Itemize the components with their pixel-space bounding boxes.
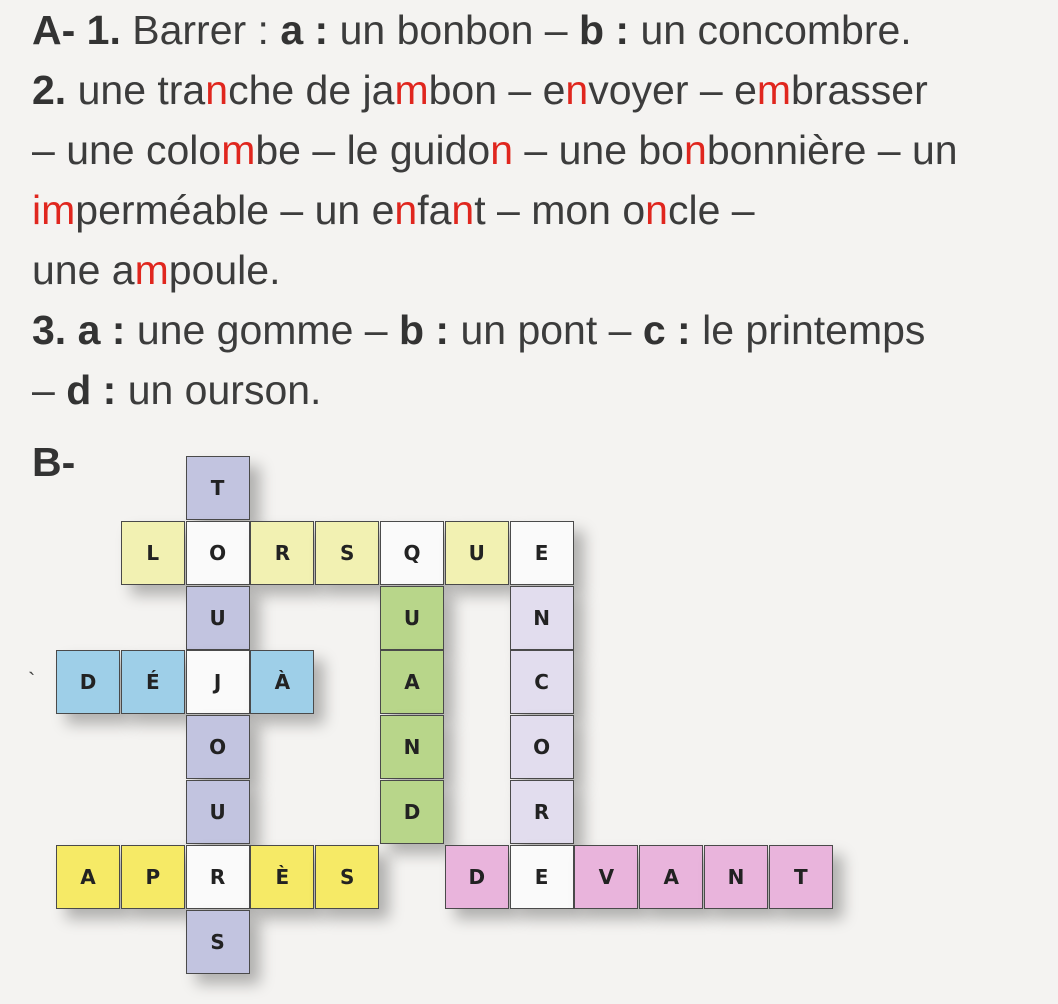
highlighted-letter: n: [394, 187, 418, 233]
text: un ourson.: [116, 367, 322, 413]
crossword-cell: E: [510, 845, 574, 909]
crossword-cell: A: [380, 650, 444, 714]
crossword-cell: R: [510, 780, 574, 844]
highlighted-letter: n: [645, 187, 668, 233]
crossword-cell: A: [56, 845, 120, 909]
crossword-cell: U: [186, 780, 250, 844]
crossword-cell: U: [186, 586, 250, 650]
text: le printemps: [690, 307, 926, 353]
crossword-cell: S: [315, 845, 379, 909]
highlighted-letter: n: [451, 187, 475, 233]
highlighted-letter: m: [41, 187, 76, 233]
text: –: [32, 367, 67, 413]
crossword-cell: Q: [380, 521, 444, 585]
crossword-cell: D: [380, 780, 444, 844]
crossword-cell: E: [510, 521, 574, 585]
text: une a: [32, 247, 135, 293]
crossword-cell: U: [380, 586, 444, 650]
section-b-label: B-: [32, 439, 76, 485]
crossword-cell: A: [639, 845, 703, 909]
text: Barrer :: [120, 7, 281, 53]
highlighted-letter: m: [134, 247, 169, 293]
highlighted-letter: n: [490, 127, 513, 173]
crossword-cell: T: [186, 456, 250, 520]
text: brasser: [791, 67, 928, 113]
item-label: a :: [280, 7, 329, 53]
text: – une colo: [32, 127, 222, 173]
crossword-cell: S: [186, 910, 250, 974]
text: un concombre.: [629, 7, 912, 53]
highlighted-letter: i: [32, 187, 42, 233]
exercise-a2-label: 2.: [32, 67, 67, 113]
crossword-cell: U: [445, 521, 509, 585]
crossword-cell: D: [445, 845, 509, 909]
text: bon – e: [428, 67, 566, 113]
text: t: [474, 187, 486, 233]
crossword-cell: O: [186, 715, 250, 779]
text: voyer – e: [588, 67, 757, 113]
item-label: d :: [66, 367, 117, 413]
highlighted-letter: n: [205, 67, 229, 113]
text: bonnière – un: [706, 127, 958, 173]
stray-mark: `: [28, 668, 36, 693]
text: be – le guido: [255, 127, 491, 173]
text: poule.: [168, 247, 281, 293]
crossword-cell: L: [121, 521, 185, 585]
text: un bonbon –: [328, 7, 579, 53]
highlighted-letter: m: [756, 67, 792, 113]
crossword-cell: S: [315, 521, 379, 585]
highlighted-letter: n: [684, 127, 707, 173]
crossword-cell: O: [510, 715, 574, 779]
text: – mon o: [485, 187, 646, 233]
exercise-a1-label: A- 1.: [32, 7, 121, 53]
crossword-cell: D: [56, 650, 120, 714]
crossword-cell: È: [250, 845, 314, 909]
text: perméable – un e: [75, 187, 395, 233]
highlighted-letter: m: [221, 127, 256, 173]
crossword-cell: C: [510, 650, 574, 714]
text: fa: [417, 187, 452, 233]
highlighted-letter: n: [565, 67, 589, 113]
item-label: c :: [642, 307, 691, 353]
highlighted-letter: m: [394, 67, 429, 113]
text: che de ja: [228, 67, 395, 113]
crossword-cell: R: [186, 845, 250, 909]
item-label: b :: [398, 307, 450, 353]
crossword-cell: R: [250, 521, 314, 585]
crossword-cell: J: [186, 650, 250, 714]
crossword-cell: P: [121, 845, 185, 909]
text: une tra: [66, 67, 206, 113]
exercise-a3-label: 3.: [32, 307, 67, 353]
item-label: b :: [579, 7, 630, 53]
crossword-cell: N: [704, 845, 768, 909]
text: une gomme –: [125, 307, 399, 353]
text: – une bo: [513, 127, 684, 173]
crossword-cell: T: [769, 845, 833, 909]
text: cle –: [667, 187, 755, 233]
text: un pont –: [449, 307, 643, 353]
crossword-cell: N: [510, 586, 574, 650]
item-label: a :: [77, 307, 126, 353]
crossword-cell: N: [380, 715, 444, 779]
crossword-cell: V: [574, 845, 638, 909]
crossword-cell: O: [186, 521, 250, 585]
crossword-cell: É: [121, 650, 185, 714]
crossword-cell: À: [250, 650, 314, 714]
